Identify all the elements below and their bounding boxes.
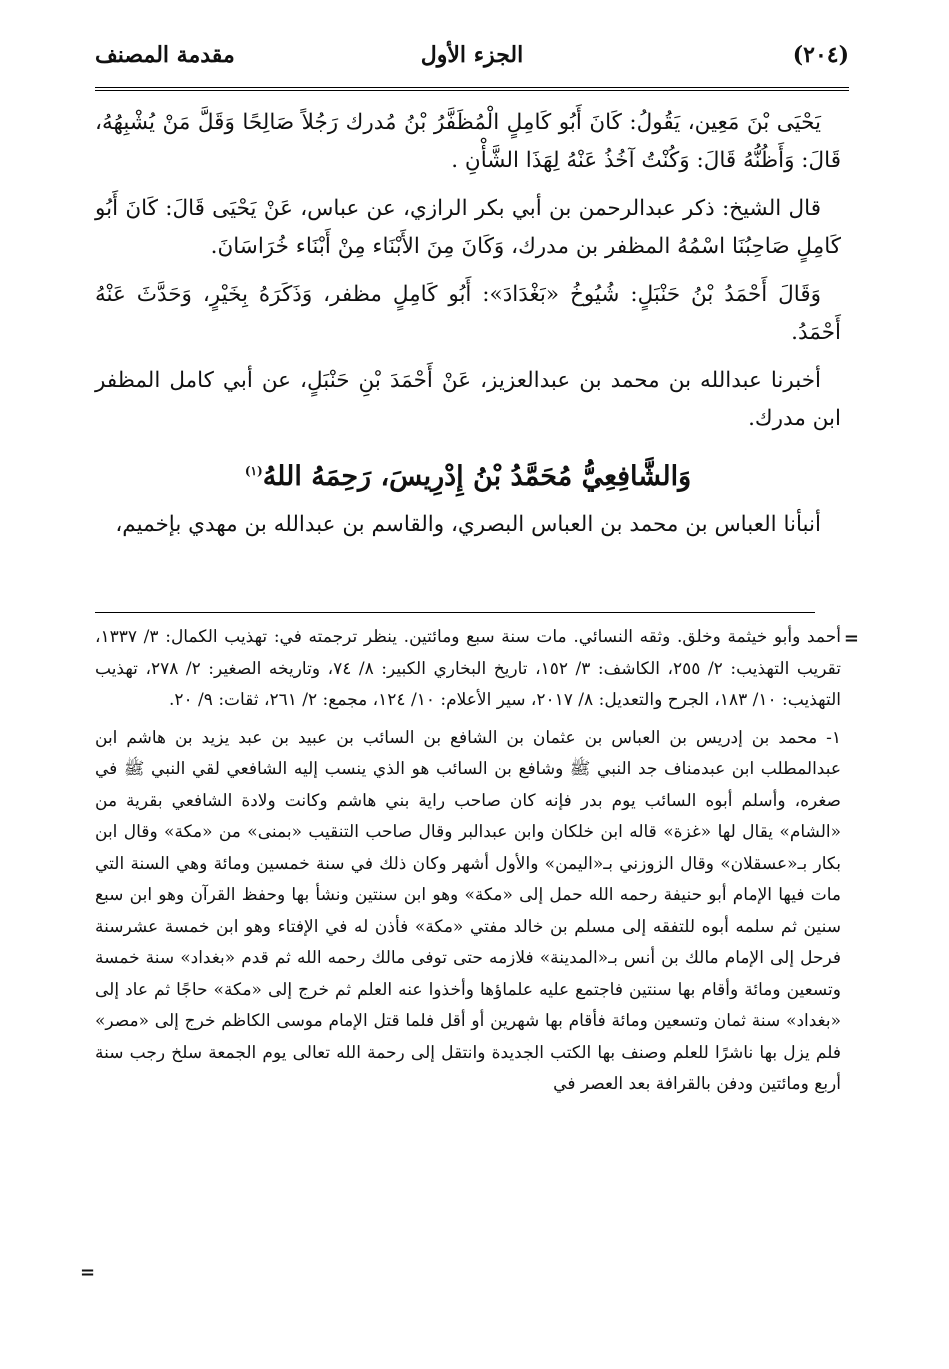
continuation-mark: =: [843, 628, 859, 649]
footnote-rule: [95, 612, 815, 613]
volume-title: الجزء الأول: [420, 42, 524, 68]
continuation-end-mark: =: [80, 1262, 96, 1283]
running-section-title: مقدمة المصنف: [95, 42, 235, 68]
header-rule: [95, 87, 849, 91]
footnote-number: ١-: [826, 727, 841, 748]
page-header: [95, 38, 849, 78]
section-heading: [95, 452, 841, 496]
paragraph: أخبرنا عبدالله بن محمد بن عبدالعزيز، عَنْ أَحْمَدَ بْنِ حَنْبَلٍ، عن أبي كامل المظفر ابن مدرك.: [95, 368, 841, 431]
footnote-1: [95, 723, 841, 1101]
continued-text: أحمد وأبو خيثمة وخلق. وثقه النسائي. مات سنة سبع ومائتين. ينظر ترجمته في: تهذيب الكمال: ٣/ ١٣٣٧، تقريب التهذيب: ٢/ ٢٥٥، الكاشف: ٣/ ١٥٢، تاريخ البخاري الكبير: ٨/ ٧٤، وتاريخه الصغير: ٢/ ٢٧٨، تهذيب التهذيب: ١٠/ ١٨٣، الجرح والتعديل: ٨/ ٢٠١٧، سير الأعلام: ١٠/ ١٢٤، مجمع: ٢/ ٢٦١، ثقات: ٩/ ٢٠.: [95, 627, 841, 710]
paragraph: وَقَالَ أَحْمَدُ بْنُ حَنْبَلٍ: شُيُوخُ «بَغْدَادَ»: أَبُو كَامِلٍ مظفر، وَذَكَرَهُ بِخَيْرٍ، وَحَدَّثَ عَنْهُ أَحْمَدُ.: [95, 282, 841, 345]
footnote-ref: (١): [244, 464, 263, 478]
section-heading-text: وَالشَّافِعِيُّ مُحَمَّدُ بْنُ إِدْرِيسَ، رَحِمَهُ اللهُ: [262, 461, 692, 492]
paragraph: يَحْيَى بْنَ مَعِين، يَقُولُ: كَانَ أَبُو كَامِلٍ الْمُظَفَّرُ بْنُ مُدرك رَجُلاً صَالِحًا وَقَلَّ مَنْ يُشْبِهُهُ، قَالَ: وَأَظُنُّهُ قَالَ: وَكُنْتُ آخُذُ عَنْهُ لِهَذَا الشَّأْنِ .: [95, 110, 841, 173]
main-text: [95, 104, 841, 554]
footnote-continued: [95, 622, 841, 717]
footnotes: [95, 622, 841, 1107]
page-number: (٢٠٤): [792, 42, 849, 68]
paragraph: أنبأنا العباس بن محمد بن العباس البصري، والقاسم بن عبدالله بن مهدي بإخميم،: [115, 512, 821, 537]
paragraph: قال الشيخ: ذكر عبدالرحمن بن أبي بكر الرازي، عن عباس، عَنْ يَحْيَى قَالَ: كَانَ أَبُو كَامِلٍ صَاحِبُنَا اسْمُهُ المظفر بن مدرك، وَكَانَ مِنَ الأَبْنَاء مِنْ أَبْنَاء خُرَاسَانَ.: [95, 196, 841, 259]
footnote-text: محمد بن إدريس بن العباس بن عثمان بن الشافع بن السائب بن عبيد بن عبد يزيد بن هاشم ابن عبدالمطلب ابن عبدمناف جد النبي ﷺ وشافع بن السائب هو الذي ينسب إليه الشافعي لقي النبي ﷺ في صغره، وأسلم أبوه السائب يوم بدر فإنه كان صاحب راية بني هاشم وكانت ولادة الشافعي بقرية من «الشام» يقال لها «غزة» قاله ابن خلكان وابن عبدالبر وقال صاحب التنقيب «بمنى» من «مكة» وقال ابن بكار بـ«عسقلان» وقال الزوزني بـ«اليمن» والأول أشهر وكان ذلك في سنة خمسين ومائة وهي السنة التي مات فيها الإمام أبو حنيفة رحمه الله حمل إلى «مكة» وهو ابن سنتين ونشأ بها وحفظ القرآن وهو ابن سبع سنين ثم سلمه أبوه للتفقه إلى مسلم بن خالد مفتي «مكة» فأذن له في الإفتاء وهو ابن خمسة عشرسنة فرحل إلى الإمام مالك بن أنس بـ«المدينة» فلازمه حتى توفى مالك رحمه الله ثم قدم «بغداد» سنة خمسة وتسعين ومائة وأقام بها سنتين فاجتمع عليه علماؤها وأخذوا عنه العلم ثم خرج إلى «مكة» حاجًا ثم عاد إلى «بغداد» سنة ثمان وتسعين ومائة فأقام بها شهرين أو أقل فلما قتل الإمام موسى الكاظم خرج إلى «مصر» فلم يزل بها ناشرًا للعلم وصنف بها الكتب الجديدة وانتقل إلى رحمة الله تعالى يوم الجمعة سلخ رجب سنة أربع ومائتين ودفن بالقرافة بعد العصر في: [95, 727, 841, 1094]
